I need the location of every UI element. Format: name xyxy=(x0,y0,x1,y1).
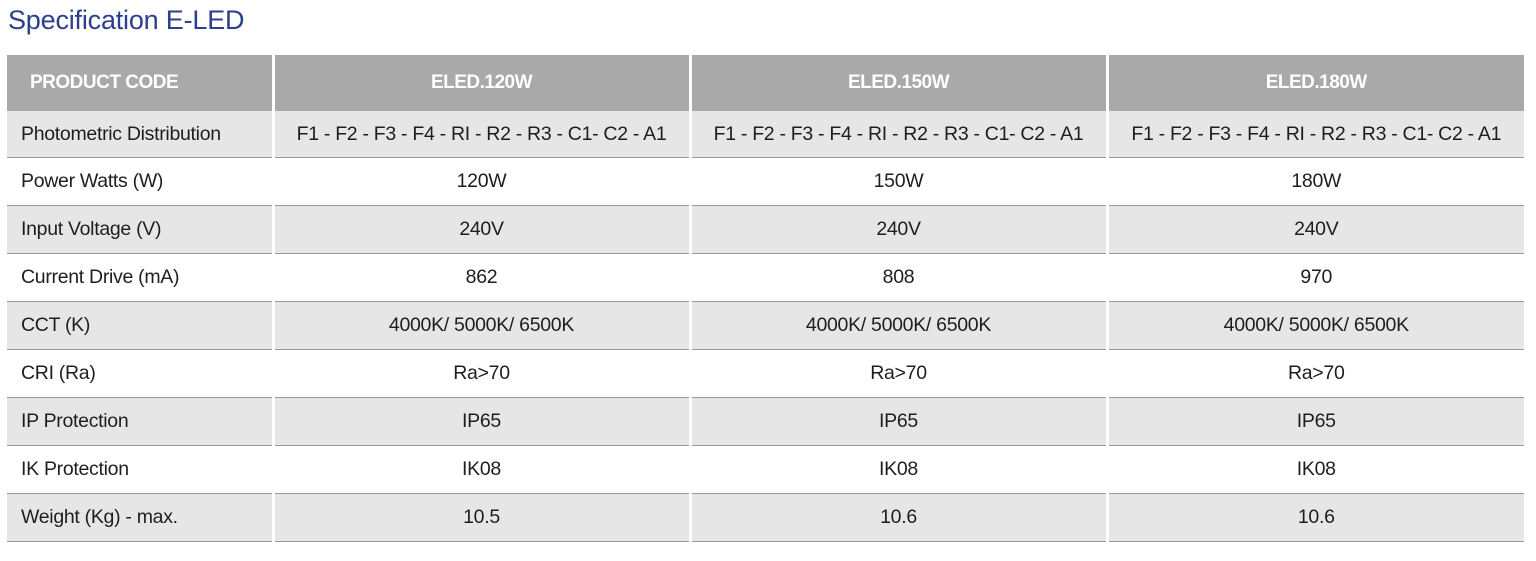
table-row xyxy=(7,350,1524,398)
header-eled-180w: ELED.180W xyxy=(1107,55,1524,111)
table-header-row xyxy=(7,55,1524,111)
cell: F1 - F2 - F3 - F4 - RI - R2 - R3 - C1- C2 - A1 xyxy=(1107,111,1524,158)
specification-table xyxy=(7,55,1524,542)
cell: 4000K/ 5000K/ 6500K xyxy=(1107,302,1524,350)
row-label: IP Protection xyxy=(7,398,273,446)
cell: 10.6 xyxy=(690,494,1107,542)
table-row xyxy=(7,111,1524,158)
table-row xyxy=(7,446,1524,494)
cell: Ra>70 xyxy=(1107,350,1524,398)
cell: 240V xyxy=(273,206,690,254)
header-eled-150w: ELED.150W xyxy=(690,55,1107,111)
cell: 120W xyxy=(273,158,690,206)
cell: IP65 xyxy=(690,398,1107,446)
cell: F1 - F2 - F3 - F4 - RI - R2 - R3 - C1- C2 - A1 xyxy=(690,111,1107,158)
cell: IK08 xyxy=(273,446,690,494)
table-row xyxy=(7,254,1524,302)
header-eled-120w: ELED.120W xyxy=(273,55,690,111)
row-label: Current Drive (mA) xyxy=(7,254,273,302)
header-product-code: PRODUCT CODE xyxy=(7,55,273,111)
cell: 970 xyxy=(1107,254,1524,302)
cell: 240V xyxy=(1107,206,1524,254)
table-row xyxy=(7,398,1524,446)
page-title: Specification E-LED xyxy=(8,5,245,35)
cell: 150W xyxy=(690,158,1107,206)
cell: IP65 xyxy=(1107,398,1524,446)
cell: 862 xyxy=(273,254,690,302)
cell: 10.5 xyxy=(273,494,690,542)
cell: Ra>70 xyxy=(273,350,690,398)
row-label: IK Protection xyxy=(7,446,273,494)
row-label: CRI (Ra) xyxy=(7,350,273,398)
cell: IK08 xyxy=(690,446,1107,494)
table-row xyxy=(7,494,1524,542)
cell: 10.6 xyxy=(1107,494,1524,542)
row-label: Photometric Distribution xyxy=(7,111,273,158)
cell: IP65 xyxy=(273,398,690,446)
table-row xyxy=(7,206,1524,254)
cell: IK08 xyxy=(1107,446,1524,494)
cell: 4000K/ 5000K/ 6500K xyxy=(690,302,1107,350)
row-label: Input Voltage (V) xyxy=(7,206,273,254)
row-label: Weight (Kg) - max. xyxy=(7,494,273,542)
cell: 808 xyxy=(690,254,1107,302)
cell: F1 - F2 - F3 - F4 - RI - R2 - R3 - C1- C2 - A1 xyxy=(273,111,690,158)
row-label: Power Watts (W) xyxy=(7,158,273,206)
row-label: CCT (K) xyxy=(7,302,273,350)
table-row xyxy=(7,302,1524,350)
table-row xyxy=(7,158,1524,206)
cell: Ra>70 xyxy=(690,350,1107,398)
cell: 4000K/ 5000K/ 6500K xyxy=(273,302,690,350)
cell: 180W xyxy=(1107,158,1524,206)
cell: 240V xyxy=(690,206,1107,254)
